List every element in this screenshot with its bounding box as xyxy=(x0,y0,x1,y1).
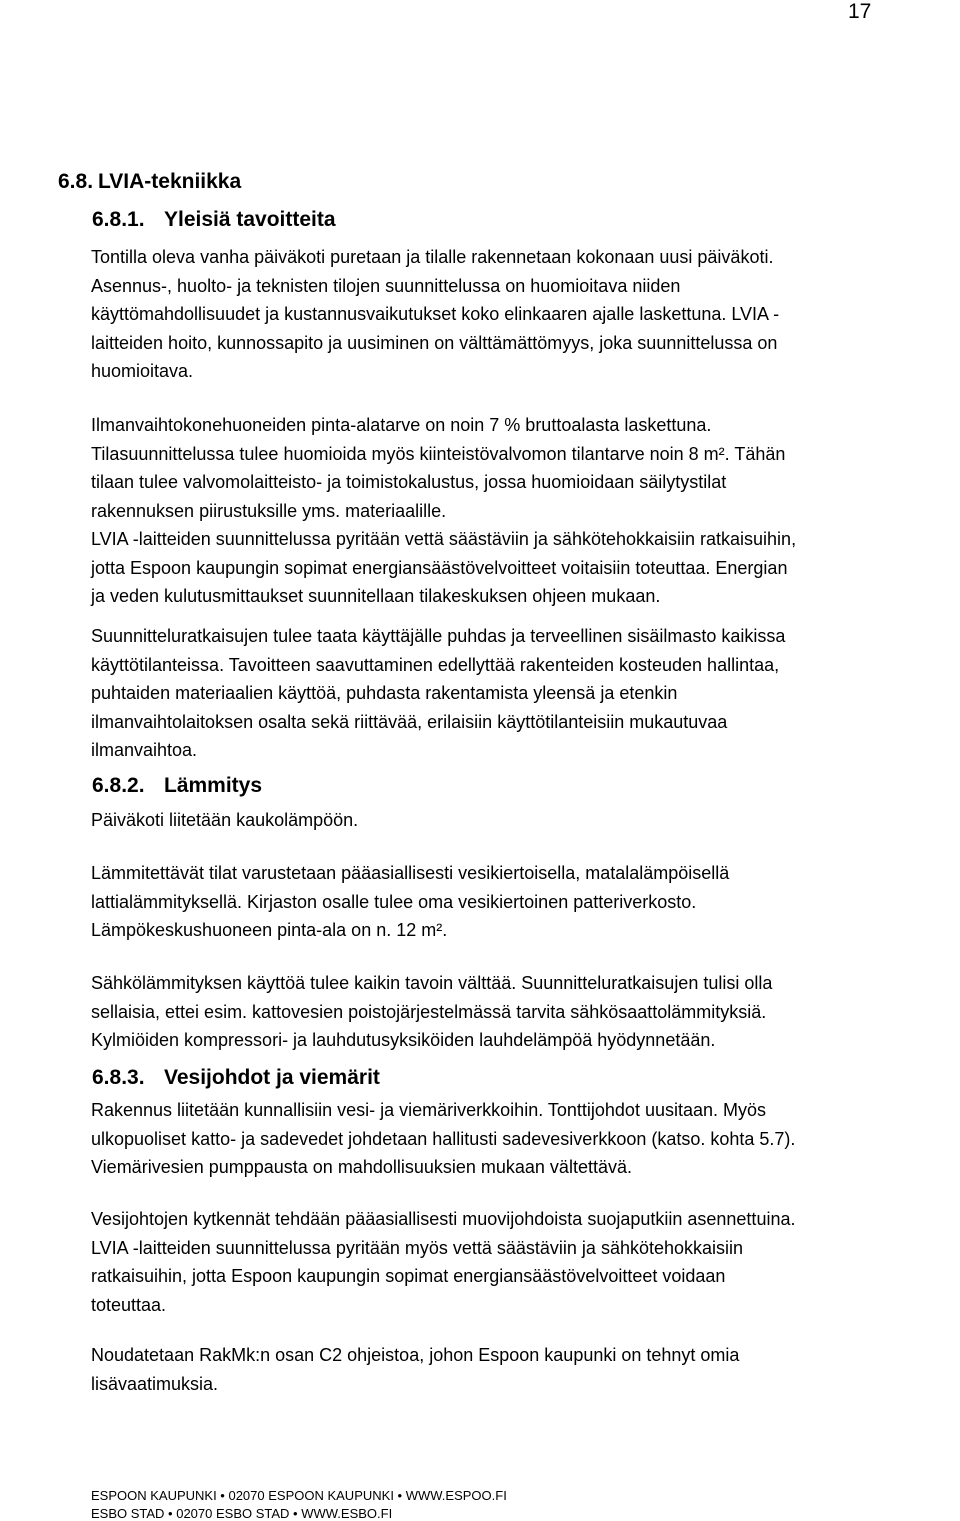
footer-line-espoo: ESPOON KAUPUNKI • 02070 ESPOON KAUPUNKI • WWW.ESPOO.FI xyxy=(91,1488,507,1503)
text-line: Vesijohtojen kytkennät tehdään pääasiallisesti muovijohdoista suojaputkiin asennettuina. xyxy=(91,1209,796,1229)
subsection-number: 6.8.1. xyxy=(92,208,145,231)
text-line: Viemärivesien pumppausta on mahdollisuuksien mukaan vältettävä. xyxy=(91,1157,632,1177)
section-heading xyxy=(58,170,241,194)
subsection-heading-lammitys xyxy=(92,774,262,798)
text-line: rakennuksen piirustuksille yms. materiaalille. xyxy=(91,500,447,521)
text-line: Päiväkoti liitetään kaukolämpöön. xyxy=(91,810,359,830)
text-line: Ilmanvaihtokonehuoneiden pinta-alatarve on noin 7 % bruttoalasta laskettuna. xyxy=(91,415,712,435)
paragraph xyxy=(91,969,957,1055)
text-line: sellaisia, ettei esim. kattovesien poistojärjestelmässä tarvita sähkösaattolämmityksiä. xyxy=(91,1001,767,1022)
section-title: LVIA-tekniikka xyxy=(98,170,242,193)
text-line: laitteiden hoito, kunnossapito ja uusiminen on välttämättömyys, joka suunnittelussa on xyxy=(91,332,778,353)
text-line: jotta Espoon kaupungin sopimat energiansäästövelvoitteet voitaisiin toteuttaa. Energian xyxy=(91,557,788,578)
text-line: ilmanvaihtoa. xyxy=(91,740,198,760)
text-line: käyttömahdollisuudet ja kustannusvaikutukset koko elinkaaren ajalle laskettuna. LVIA - xyxy=(91,304,780,324)
subsection-title: Vesijohdot ja viemärit xyxy=(164,1066,380,1089)
paragraph xyxy=(91,806,957,835)
text-line: Tontilla oleva vanha päiväkoti puretaan ja tilalle rakennetaan kokonaan uusi päiväkoti. xyxy=(91,247,774,267)
text-line: Suunnitteluratkaisujen tulee taata käyttäjälle puhdas ja terveellinen sisäilmasto kaikissa xyxy=(91,626,786,646)
text-line: lattialämmityksellä. Kirjaston osalle tulee oma vesikiertoinen patteriverkosto. xyxy=(91,891,697,912)
subsection-title: Lämmitys xyxy=(164,774,263,797)
paragraph xyxy=(91,1205,957,1319)
paragraph xyxy=(91,1341,957,1398)
subsection-title: Yleisiä tavoitteita xyxy=(164,208,336,231)
text-line: ratkaisuihin, jotta Espoon kaupungin sopimat energiansäästövelvoitteet voidaan xyxy=(91,1266,726,1286)
footer-line-esbo: ESBO STAD • 02070 ESBO STAD • WWW.ESBO.FI xyxy=(91,1506,393,1521)
text-line: LVIA -laitteiden suunnittelussa pyritään myös vettä säästäviin ja sähkötehokkaisiin xyxy=(91,1237,744,1258)
text-line: Noudatetaan RakMk:n osan C2 ohjeistoa, johon Espoon kaupunki on tehnyt omia xyxy=(91,1345,740,1365)
text-line: Sähkölämmityksen käyttöä tulee kaikin tavoin välttää. Suunnitteluratkaisujen tulisi olla xyxy=(91,973,773,993)
text-line: ja veden kulutusmittaukset suunnitellaan tilakeskuksen ohjeen mukaan. xyxy=(91,586,661,606)
text-line: ilmanvaihtolaitoksen osalta sekä riittävää, erilaisiin käyttötilanteisiin mukautuvaa xyxy=(91,711,728,732)
text-line: ulkopuoliset katto- ja sadevedet johdetaan hallitusti sadevesiverkkoon (katso. kohta 5.7). xyxy=(91,1128,796,1149)
text-line: lisävaatimuksia. xyxy=(91,1373,219,1394)
subsection-number: 6.8.3. xyxy=(92,1066,145,1089)
text-line: Lämpökeskushuoneen pinta-ala on n. 12 m². xyxy=(91,920,448,940)
paragraph xyxy=(91,243,957,386)
text-line: LVIA -laitteiden suunnittelussa pyritään vettä säästäviin ja sähkötehokkaisiin ratkaisuihin, xyxy=(91,529,797,549)
text-line: Asennus-, huolto- ja teknisten tilojen suunnittelussa on huomioitava niiden xyxy=(91,275,681,296)
text-line: puhtaiden materiaalien käyttöä, puhdasta rakentamista yleensä ja etenkin xyxy=(91,683,678,703)
paragraph xyxy=(91,859,957,945)
subsection-number: 6.8.2. xyxy=(92,774,145,797)
section-number: 6.8. xyxy=(58,170,94,193)
text-line: Tilasuunnittelussa tulee huomioida myös kiinteistövalvomon tilantarve noin 8 m². Tähän xyxy=(91,443,786,464)
text-line: huomioitava. xyxy=(91,361,194,381)
paragraph xyxy=(91,622,957,765)
subsection-heading-vesijohdot-ja-viemarit xyxy=(92,1066,380,1090)
text-line: Kylmiöiden kompressori- ja lauhdutusyksiköiden lauhdelämpöä hyödynnetään. xyxy=(91,1030,716,1050)
text-line: tilaan tulee valvomolaitteisto- ja toimistokalustus, jossa huomioidaan säilytystilat xyxy=(91,472,727,492)
text-line: Lämmitettävät tilat varustetaan pääasiallisesti vesikiertoisella, matalalämpöisellä xyxy=(91,863,730,883)
paragraph xyxy=(91,1096,957,1182)
subsection-heading-yleisia-tavoitteita xyxy=(92,208,336,232)
paragraph xyxy=(91,411,957,611)
text-line: toteuttaa. xyxy=(91,1294,167,1315)
text-line: käyttötilanteissa. Tavoitteen saavuttaminen edellyttää rakenteiden kosteuden hallintaa, xyxy=(91,654,780,675)
page-number: 17 xyxy=(848,0,872,23)
text-line: Rakennus liitetään kunnallisiin vesi- ja viemäriverkkoihin. Tonttijohdot uusitaan. Myös xyxy=(91,1100,767,1120)
